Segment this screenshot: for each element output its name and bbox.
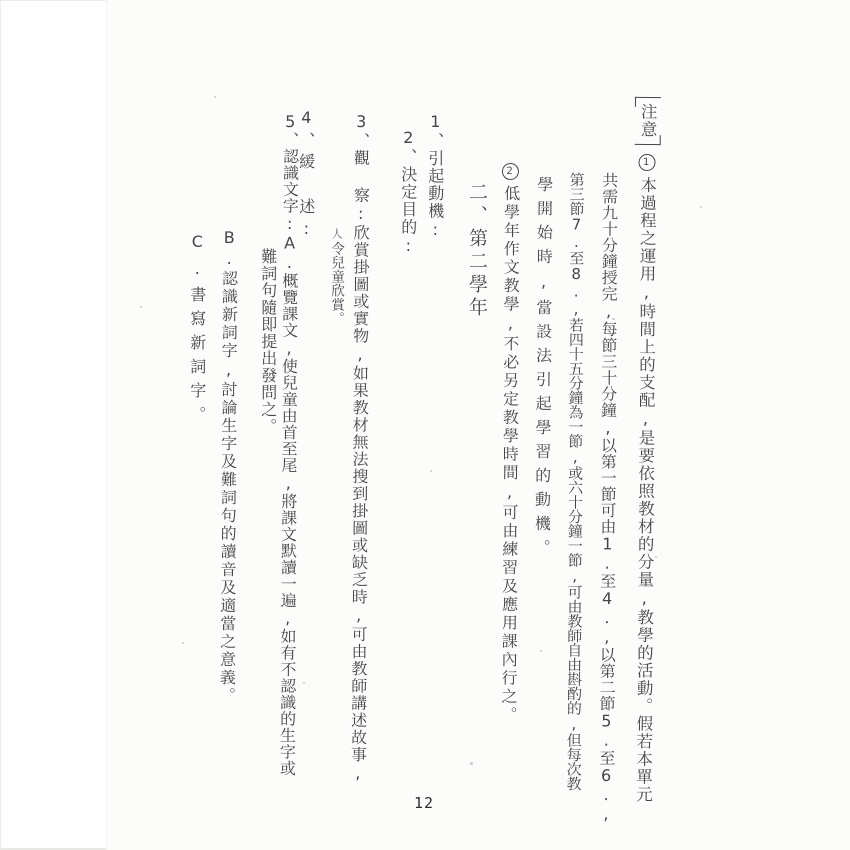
step-5-sub-c: C.書寫新詞字。 [187, 232, 207, 430]
note-bracket-label: 注意 [638, 102, 658, 139]
scan-speckle [700, 206, 702, 208]
note-item1-line4: 學開始時,當設法引起學習的動機。 [532, 175, 554, 564]
circled-number-2: 2 [502, 163, 519, 180]
scan-speckle [612, 318, 615, 320]
step-4-label: 4、緩 述: [296, 108, 316, 243]
scan-speckle [430, 470, 432, 472]
step-2-label: 2、決定目的: [398, 128, 418, 257]
note-bracket [636, 97, 660, 146]
note-column-2 [499, 160, 519, 725]
step-1-label: 1、引起動機: [425, 112, 445, 241]
scan-speckle [214, 96, 216, 98]
step-3-text: 欣賞掛圖或實物,如果教材無法搜到掛圖或缺乏時,可由教師講述故事, [348, 224, 371, 784]
section-heading: 二、第二學年 [465, 182, 488, 320]
step-3-label: 3、觀 察: [351, 111, 371, 225]
insertion-caret: 人 [330, 228, 344, 240]
scan-speckle [182, 642, 184, 644]
step-3-insert-text: 令兒童欣賞。 [328, 241, 345, 326]
page-number: 12 [414, 794, 435, 812]
step-5-label: 5、認識文字: [280, 111, 300, 234]
note-item1-line1: 本過程之運用,時間上的支配,是要依照教材的分量,教學的活動。假若本單元 [633, 176, 657, 804]
scan-speckle [140, 306, 142, 308]
step-3-insertion [329, 228, 343, 326]
scan-speckle [540, 650, 542, 652]
note-item1-line3: 第三節7.至8.,若四十五分鐘為一節,或六十分鐘一節,可由教師自由斟酌的,但每次教 [564, 171, 586, 791]
scan-speckle [655, 556, 657, 558]
scan-speckle [303, 682, 305, 684]
note-item1-line2: 共需九十分鐘授完,每節三十分鐘,以第一節可由1.至4.,以第二節5.至6., [596, 171, 619, 824]
step-5-sub-a: A.概覽課文,使兒童由首至尾,將課文默讀一遍,如有不認識的生字或 [277, 233, 300, 777]
scan-speckle [470, 762, 473, 765]
note-column-1 [631, 95, 659, 804]
step-5-sub-b: B.認識新詞字,討論生字及難詞句的讀音及適當之意義。 [217, 227, 239, 706]
note-item2-line1: 低學年作文教學,不必另定教學時間,可由練習及應用課內行之。 [498, 184, 521, 725]
circled-number-1: 1 [638, 154, 655, 171]
paper-area [106, 0, 850, 850]
step-5-column [278, 112, 298, 777]
step-3-column [348, 111, 371, 784]
step-5-sub-a-cont: 難詞句隨即提出發問之。 [258, 248, 278, 435]
